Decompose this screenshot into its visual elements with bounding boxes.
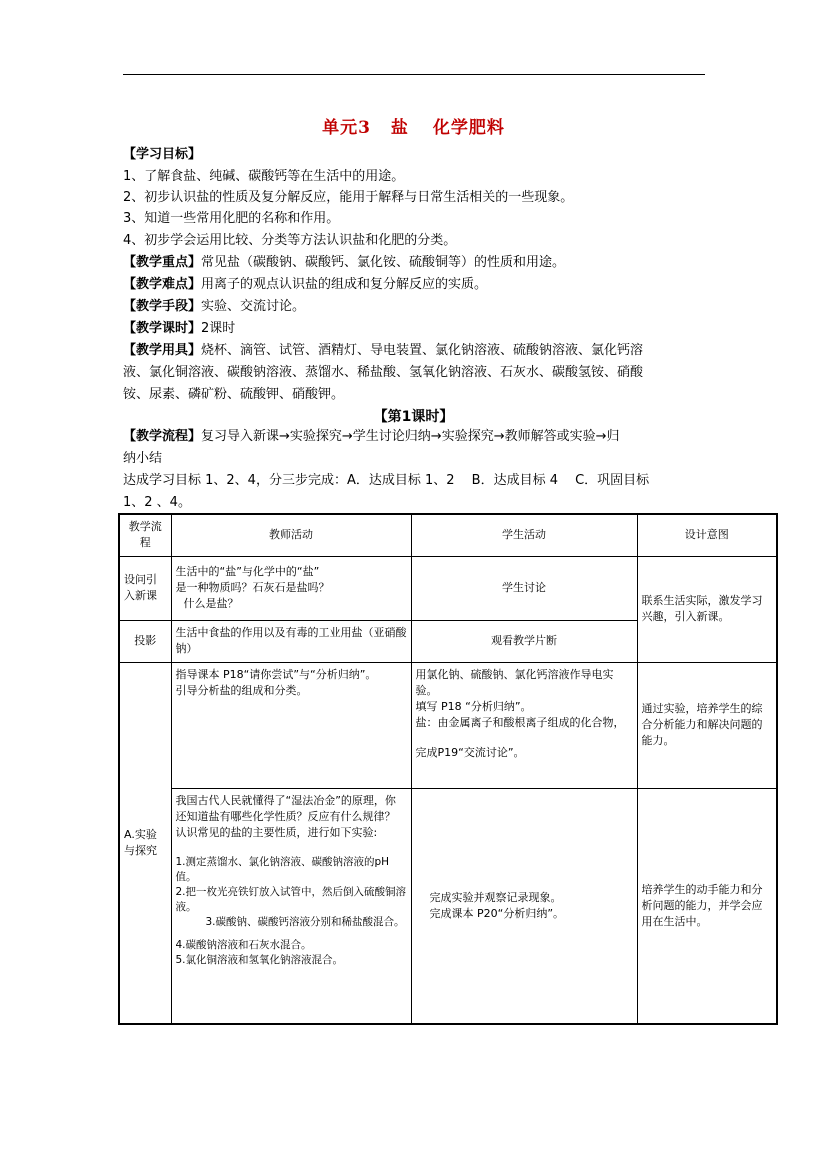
header-intent: 设计意图: [637, 514, 777, 556]
teacher-cell: [171, 556, 411, 620]
lesson-plan-table: [118, 513, 778, 1025]
student-text: 完成P19“交流讨论”。: [415, 745, 525, 759]
equipment-line3: 铵、尿素、磷矿粉、硫酸钾、硝酸钾。: [123, 387, 345, 402]
teacher-cell: 生活中食盐的作用以及有毒的工业用盐（亚硝酸钠）: [171, 620, 411, 662]
hours-text: 2课时: [201, 321, 236, 336]
means-label: 【教学手段】: [123, 299, 202, 314]
teacher-text: 引导分析盐的组成和分类。: [175, 683, 308, 697]
experiment-item: 1.测定蒸馏水、氯化钠溶液、碳酸钠溶液的pH值。: [175, 855, 390, 883]
key-point-label: 【教学重点】: [123, 255, 202, 270]
flow-line1: 复习导入新课→实验探究→学生讨论归纳→实验探究→教师解答或实验→归: [201, 429, 620, 444]
difficulty-label: 【教学难点】: [123, 277, 202, 292]
means-text: 实验、交流讨论。: [201, 299, 306, 314]
experiment-item: 2.把一枚光亮铁钉放入试管中，然后倒入硫酸铜溶液。: [175, 885, 407, 913]
objective-item: 4、初步学会运用比较、分类等方法认识盐和化肥的分类。: [123, 233, 457, 248]
key-point: [123, 254, 565, 271]
difficulty: [123, 276, 487, 293]
table-header-row: [119, 514, 777, 556]
student-text: 用氯化钠、硫酸钠、氯化钙溶液作导电实验。: [415, 667, 614, 697]
intent-cell: 联系生活实际，激发学习兴趣，引入新课。: [637, 556, 777, 662]
header-student: 学生活动: [411, 514, 637, 556]
hours-label: 【教学课时】: [123, 321, 202, 336]
teacher-text: 我国古代人民就懂得了“湿法冶金”的原理，你还知道盐有哪些化学性质？反应有什么规律？: [175, 793, 396, 823]
header-stage: 教学流程: [119, 514, 171, 556]
student-text: 完成实验并观察记录现象。: [429, 890, 562, 904]
equipment: [123, 342, 643, 359]
teacher-text: 什么是盐？: [183, 597, 239, 610]
title-unit: 单元3: [322, 118, 371, 138]
teacher-text: 是一种物质吗？石灰石是盐吗？: [175, 581, 330, 594]
goals-line2: 1、2 、4。: [123, 495, 191, 510]
equipment-label: 【教学用具】: [123, 343, 202, 358]
table-row: [119, 662, 777, 788]
table-row: [119, 788, 777, 1024]
equipment-line1: 烧杯、滴管、试管、酒精灯、导电装置、氯化钠溶液、硫酸钠溶液、氯化钙溶: [201, 343, 644, 358]
difficulty-text: 用离子的观点认识盐的组成和复分解反应的实质。: [201, 277, 488, 292]
objective-item: 3、知道一些常用化肥的名称和作用。: [123, 211, 340, 226]
stage-cell: 投影: [119, 620, 171, 662]
stage-cell: 设问引入新课: [119, 556, 171, 620]
key-point-text: 常见盐（碳酸钠、碳酸钙、氯化铵、硫酸铜等）的性质和用途。: [201, 255, 566, 270]
lesson-title: 【第1课时】: [373, 409, 454, 425]
objectives-heading: 【学习目标】: [123, 147, 202, 162]
page-title: [0, 113, 827, 138]
goals-line1: 达成学习目标 1、2、4，分三步完成：A．达成目标 1、2 B．达成目标 4 C．巩固目标: [123, 473, 650, 488]
header-rule: [123, 74, 705, 75]
teaching-hours: [123, 320, 235, 337]
student-text: 填写 P18 “分析归纳”。: [415, 699, 532, 713]
experiment-item: 4.碳酸钠溶液和石灰水混合。: [175, 938, 312, 951]
teacher-cell: [171, 662, 411, 788]
experiment-item: 3.碳酸钠、碳酸钙溶液分别和稀盐酸混合。: [205, 915, 405, 928]
stage-cell: A.实验与探究: [119, 662, 171, 1024]
flow-label: 【教学流程】: [123, 429, 202, 444]
teaching-means: [123, 298, 305, 315]
experiment-item: 5.氯化铜溶液和氢氧化钠溶液混合。: [175, 953, 344, 966]
table-row: [119, 556, 777, 620]
title-salt: 盐: [390, 118, 409, 138]
student-cell: 学生讨论: [411, 556, 637, 620]
header-teacher: 教师活动: [171, 514, 411, 556]
teacher-text: 认识常见的盐的主要性质，进行如下实验:: [175, 825, 378, 839]
teacher-cell: [171, 788, 411, 1024]
student-text: 盐：由金属离子和酸根离子组成的化合物，: [415, 715, 625, 729]
teacher-text: 指导课本 P18“请你尝试”与“分析归纳”。: [175, 667, 377, 681]
objective-item: 1、了解食盐、纯碱、碳酸钙等在生活中的用途。: [123, 169, 405, 184]
intent-cell: 通过实验，培养学生的综合分析能力和解决问题的能力。: [637, 662, 777, 788]
student-text: 完成课本 P20“分析归纳”。: [429, 906, 565, 920]
flow-line2: 纳小结: [123, 451, 163, 466]
objective-item: 2、初步认识盐的性质及复分解反应，能用于解释与日常生活相关的一些现象。: [123, 190, 574, 205]
equipment-line2: 液、氯化铜溶液、碳酸钠溶液、蒸馏水、稀盐酸、氢氧化钠溶液、石灰水、碳酸氢铵、硝酸: [123, 365, 644, 380]
student-cell: 观看教学片断: [411, 620, 637, 662]
teacher-text: 生活中的“盐”与化学中的“盐”: [175, 565, 320, 578]
title-fertilizer: 化学肥料: [432, 118, 505, 138]
intent-cell: 培养学生的动手能力和分析问题的能力，并学会应用在生活中。: [637, 788, 777, 1024]
teaching-flow: [123, 428, 619, 445]
student-cell: [411, 788, 637, 1024]
student-cell: [411, 662, 637, 788]
